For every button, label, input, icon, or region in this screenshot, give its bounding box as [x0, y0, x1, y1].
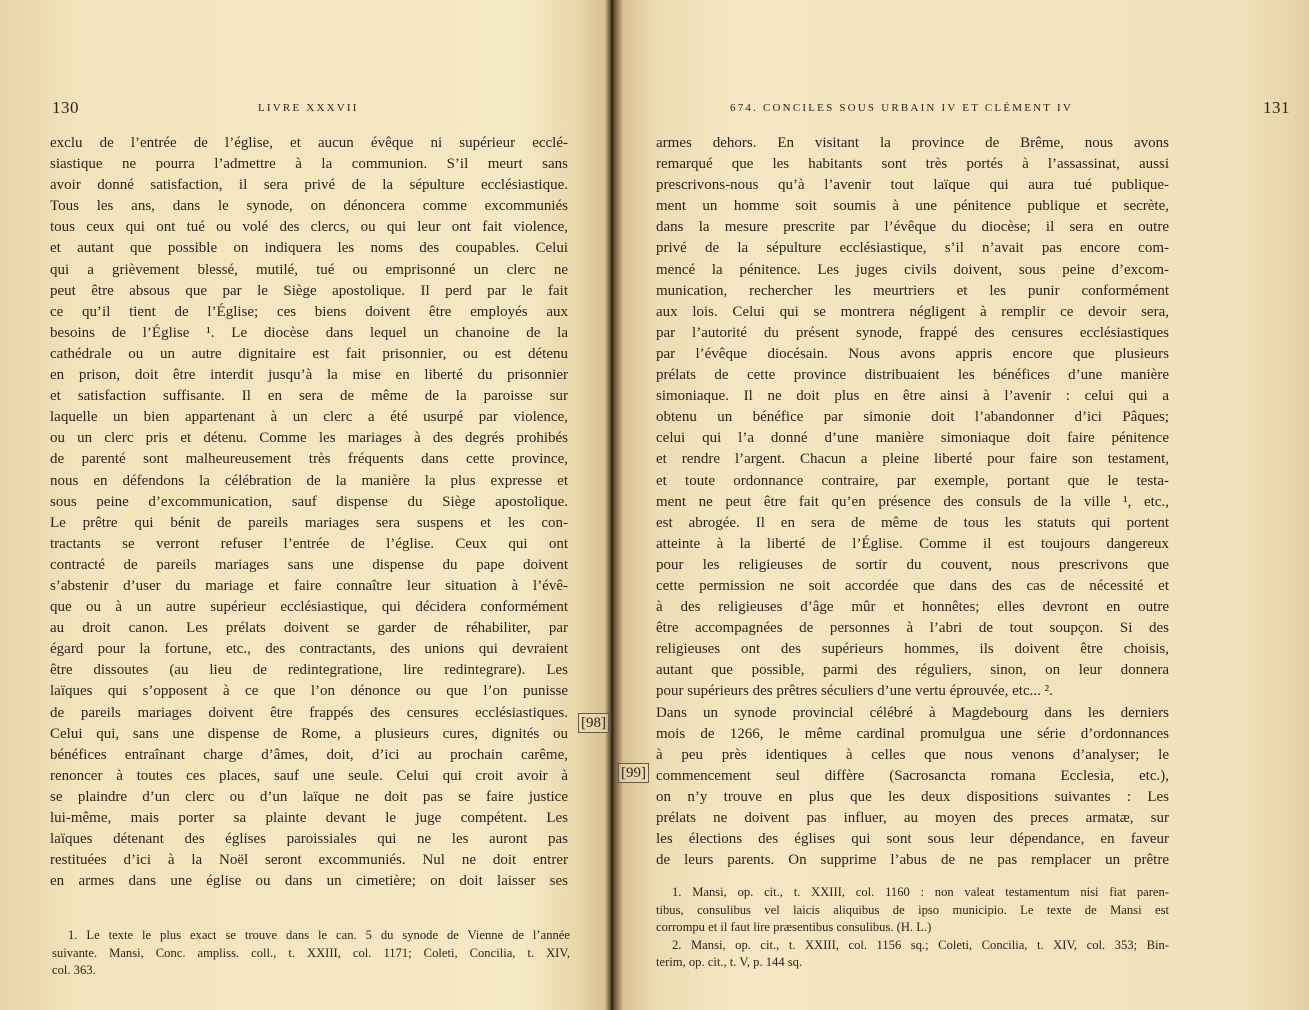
- text-line: que ou à un autre supérieur ecclésiastique, qui décidera conformément: [50, 599, 568, 616]
- text-line: cathédrale ou un autre dignitaire est fait prisonnier, ou est détenu: [50, 345, 568, 362]
- text-line: lui-même, mais porter sa plainte devant le juge compétent. Les: [50, 810, 568, 826]
- text-line: renoncer à toutes ces places, sauf une seule. Celui qui croit avoir à: [50, 767, 568, 784]
- text-line: être accompagnées de personnes à l’abri de tout soupçon. Si des: [656, 620, 1169, 637]
- text-line: de pareils mariages doivent être frappés des censures ecclésiastiques.: [50, 704, 568, 721]
- text-line: s’abstenir d’user du mariage et faire connaître leur situation à l’évê-: [50, 577, 568, 594]
- text-line: siastique ne pourra l’admettre à la communion. S’il meurt sans: [50, 156, 568, 173]
- text-line: par l’autorité du présent synode, frappé des censures ecclésiastiques: [656, 324, 1169, 341]
- text-line: religieuses ont des supérieurs hommes, ils doivent être choisis,: [656, 641, 1169, 658]
- footnote-line: tibus, consulibus vel laicis aliquibus de ipso municipio. Le texte de Mansi est: [656, 902, 1169, 917]
- text-line: et rendre l’argent. Chacun a pleine liberté pour faire son testament,: [656, 451, 1169, 468]
- page-number: 131: [1263, 98, 1290, 117]
- left-page-footnotes: [52, 927, 570, 980]
- text-line: ment un homme soit soumis à une pénitence publique et secrète,: [656, 198, 1169, 215]
- text-line: ce qu’il tient de l’Église; ces biens doivent être employés aux: [50, 303, 568, 320]
- text-line: remarqué que les habitants sont très portés à l’assassinat, aussi: [656, 156, 1169, 173]
- text-line: laïques qui s’opposent à ce que l’on dénonce ou que l’on punisse: [50, 683, 568, 700]
- footnote-line: corrompu et il faut lire præsentibus consulibus. (H. L.): [656, 920, 932, 934]
- right-page-header: [730, 96, 1290, 120]
- footnote-line: 2. Mansi, op. cit., t. XXIII, col. 1156 sq.; Coleti, Concilia, t. XIV, col. 353; Bin-: [672, 937, 1169, 952]
- text-line: munication, rechercher les meurtriers et les punir conformément: [656, 282, 1169, 299]
- text-line: est abrogée. Il en sera de même de tous les statuts qui portent: [656, 514, 1169, 531]
- right-page-footnotes: [656, 884, 1169, 972]
- page-number: 130: [52, 98, 79, 117]
- text-line: Dans un synode provincial célébré à Magdebourg dans les derniers: [656, 704, 1169, 721]
- text-line: à peu près identiques à celles que nous venons d’analyser; le: [656, 746, 1169, 763]
- text-line: avoir donné satisfaction, il sera privé de la sépulture ecclésiastique.: [50, 177, 568, 194]
- text-line: au droit canon. Les prélats doivent se garder de réhabiliter, par: [50, 620, 568, 637]
- text-line: obtenu un bénéfice par simonie doit l’abandonner d’ici Pâques;: [656, 409, 1169, 426]
- text-line: prélats de cette province distribuaient les bénéfices d’une manière: [656, 367, 1169, 384]
- text-line: bénéfices entraînant charge d’âmes, doit, d’ici au prochain carême,: [50, 746, 568, 763]
- text-line: mencé la pénitence. Les juges civils doivent, sous peine d’excom-: [656, 261, 1169, 278]
- text-line: peut être absous que par le Siège apostolique. Il perd par le fait: [50, 282, 568, 299]
- text-line: Le prêtre qui bénit de pareils mariages sera suspens et les con-: [50, 514, 568, 531]
- text-line: besoins de l’Église ¹. Le diocèse dans lequel un chanoine de la: [50, 324, 568, 341]
- text-line: on n’y trouve en plus que les deux dispositions suivantes : Les: [656, 788, 1169, 805]
- text-line: et toute ordonnance contraire, par exemple, portant que le testa-: [656, 472, 1169, 489]
- text-line: les élections des églises qui sont sous leur dépendance, en faveur: [656, 831, 1169, 848]
- text-line: restituées d’ici à la Noël seront excommuniés. Nul ne doit entrer: [50, 852, 568, 869]
- text-line: laquelle un bien appartenant à un clerc a été usurpé par violence,: [50, 409, 568, 426]
- left-page-body: [50, 133, 568, 892]
- text-line: de parenté sont malheureusement très fréquents dans cette province,: [50, 451, 568, 468]
- text-line: sous peine d’excommunication, sauf dispense du Siège apostolique.: [50, 493, 568, 510]
- text-line: se plaindre d’un clerc ou d’un laïque ne doit pas se faire justice: [50, 788, 568, 805]
- text-line: et satisfaction suffisante. Il en sera de même de la paroisse sur: [50, 388, 568, 405]
- text-line: prescrivons-nous qu’à l’avenir tout laïque qui aura tué publique-: [656, 177, 1169, 194]
- right-page: [612, 0, 1309, 1010]
- text-line: Tous les ans, dans le synode, on dénoncera comme excommuniés: [50, 198, 568, 215]
- footnote-line: 1. Le texte le plus exact se trouve dans le can. 5 du synode de Vienne de l’année: [68, 928, 570, 942]
- text-line: atteinte à la liberté de l’Église. Comme il est toujours dangereux: [656, 535, 1169, 552]
- text-line: armes dehors. En visitant la province de Brême, nous avons: [656, 135, 1169, 151]
- left-page: [0, 0, 608, 1010]
- text-line: dans la mesure prescrite par l’évêque du diocèse; il sera en outre: [656, 219, 1169, 236]
- text-line: commencement seul diffère (Sacrosancta romana Ecclesia, etc.),: [656, 767, 1169, 784]
- footnote-line: terim, op. cit., t. V, p. 144 sq.: [656, 955, 803, 969]
- text-line: ment ne peut être fait qu’en présence des consuls de la ville ¹, etc.,: [656, 493, 1169, 510]
- footnote-line: 1. Mansi, op. cit., t. XXIII, col. 1160 : non valeat testamentum nisi fiat paren-: [672, 885, 1169, 899]
- text-line: laïques détenant des églises paroissiales qui ne les auront pas: [50, 831, 568, 848]
- text-line: privé de la sépulture ecclésiastique, s’il n’avait pas encore com-: [656, 240, 1169, 257]
- text-line: exclu de l’entrée de l’église, et aucun évêque ni supérieur ecclé-: [50, 135, 568, 151]
- text-line: Celui qui, sans une dispense de Rome, a plusieurs cures, dignités ou: [50, 725, 568, 742]
- text-line: être dissoutes (au lieu de redintegratione, lire redintegrare). Les: [50, 662, 568, 679]
- text-line: mois de 1266, le même cardinal promulgua une série d’ordonnances: [656, 725, 1169, 742]
- text-line: en prison, doit être interdit jusqu’à la mise en liberté du prisonnier: [50, 367, 568, 384]
- text-line: prélats ne doivent pas influer, au moyen des preces armatæ, sur: [656, 810, 1169, 826]
- text-line: contracté de pareils mariages sans une dispense du pape doivent: [50, 556, 568, 573]
- right-page-body: [656, 133, 1169, 871]
- text-line: nous en défendons la célébration de la manière la plus expresse et: [50, 472, 568, 489]
- text-line: autant que possible, parmi des réguliers, sinon, on leur donnera: [656, 662, 1169, 679]
- text-line: par l’évêque diocésain. Nous avons appris encore que plusieurs: [656, 345, 1169, 362]
- text-line: aux lois. Celui qui se montrera négligent à remplir ce devoir sera,: [656, 303, 1169, 320]
- text-line: qui a grièvement blessé, mutilé, tué ou emprisonné un clerc ne: [50, 261, 568, 278]
- footnote-line: col. 363.: [52, 963, 96, 977]
- text-line: et autant que possible on indiquera les noms des coupables. Celui: [50, 240, 568, 257]
- text-line: tractants se verront refuser l’entrée de l’église. Ceux qui ont: [50, 535, 568, 552]
- left-page-header: [52, 96, 572, 120]
- running-head: LIVRE XXXVII: [258, 102, 359, 114]
- text-line: ou un clerc pris et détenu. Comme les mariages à des degrés prohibés: [50, 430, 568, 447]
- text-line: de leurs parents. On supprime l’abus de ne pas remplacer un prêtre: [656, 852, 1169, 869]
- text-line: à des religieuses d’âge mûr et honnêtes; elles devront en outre: [656, 599, 1169, 616]
- margin-marker: [99]: [618, 763, 649, 783]
- text-line: tous ceux qui ont tué ou volé des clercs, ou qui leur ont fait violence,: [50, 219, 568, 236]
- text-line: pour supérieurs des prêtres séculiers d’une vertu éprouvée, etc... ².: [656, 683, 1053, 700]
- text-line: en armes dans une église ou dans un cimetière; on doit laisser ses: [50, 873, 568, 890]
- running-head: 674. CONCILES SOUS URBAIN IV ET CLÉMENT IV: [730, 102, 1073, 114]
- text-line: cette permission ne soit accordée que dans des cas de nécessité et: [656, 577, 1169, 594]
- text-line: simoniaque. Il ne doit plus en être ainsi à l’avenir : celui qui a: [656, 388, 1169, 405]
- margin-marker: [98]: [578, 713, 609, 733]
- text-line: celui qui l’a donné d’une manière simoniaque doit faire pénitence: [656, 430, 1169, 447]
- text-line: pour les religieuses de sortir du couvent, nous prescrivons que: [656, 556, 1169, 573]
- footnote-line: suivante. Mansi, Conc. ampliss. coll., t. XXIII, col. 1171; Coleti, Concilia, t. XIV,: [52, 945, 570, 960]
- text-line: égard pour la fortune, etc., des contractants, des unions qui devraient: [50, 641, 568, 658]
